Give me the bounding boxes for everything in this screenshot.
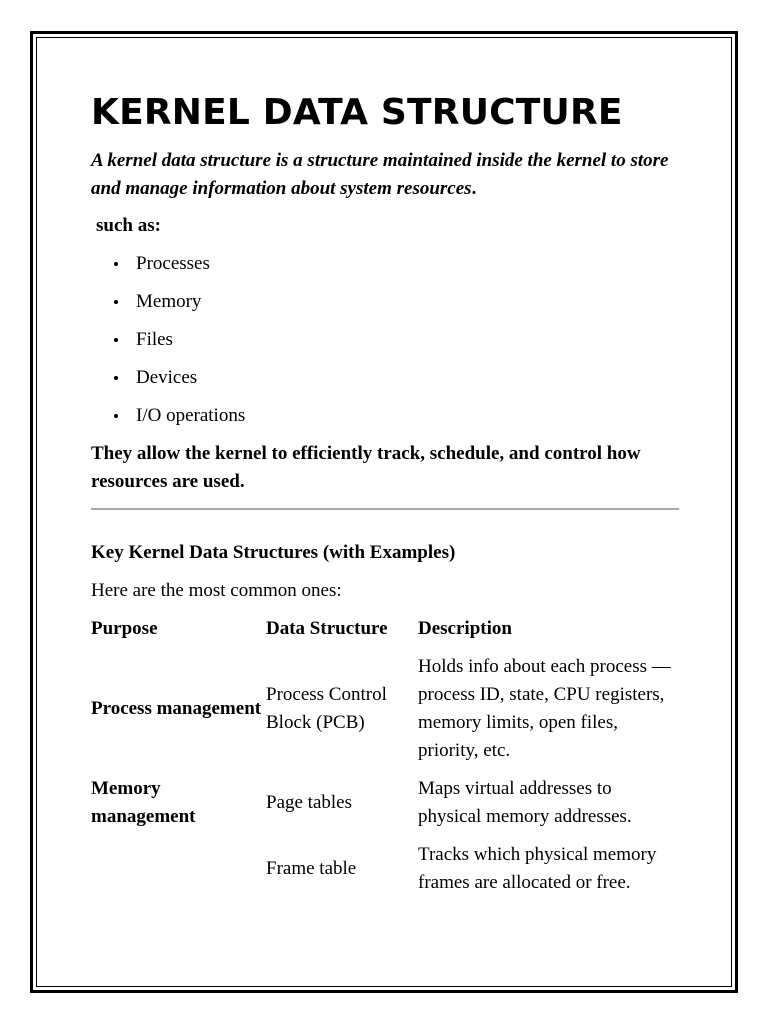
cell-data-structure: Page tables bbox=[266, 792, 353, 813]
resource-list bbox=[91, 250, 681, 430]
cell-purpose: Memory management bbox=[91, 778, 196, 827]
cell-data-structure: Process Control Block (PCB) bbox=[266, 684, 387, 733]
table-header-row bbox=[91, 615, 679, 643]
header-purpose: Purpose bbox=[91, 618, 158, 639]
header-data-structure: Data Structure bbox=[266, 618, 388, 639]
intro-paragraph bbox=[91, 147, 681, 203]
intro-definition: A kernel data structure is a structure maintained inside the kernel to store and manage information about system resources bbox=[91, 150, 669, 199]
page-title: KERNEL DATA STRUCTURE bbox=[91, 92, 623, 133]
list-item bbox=[91, 288, 681, 316]
list-item-label: Processes bbox=[136, 253, 210, 274]
such-as-label: such as: bbox=[96, 215, 161, 236]
bullet-icon bbox=[114, 376, 118, 380]
cell-description: Tracks which physical memory frames are allocated or free. bbox=[418, 844, 657, 893]
list-item-label: Devices bbox=[136, 367, 198, 388]
document-content bbox=[91, 88, 681, 907]
list-item bbox=[91, 402, 681, 430]
section-heading: Key Kernel Data Structures (with Examples) bbox=[91, 542, 456, 563]
cell-description: Holds info about each process — process ID, state, CPU registers, memory limits, open files, priority, etc. bbox=[418, 656, 671, 761]
bullet-icon bbox=[114, 338, 118, 342]
list-item-label: Files bbox=[136, 329, 173, 350]
cell-description: Maps virtual addresses to physical memory addresses. bbox=[418, 778, 632, 827]
horizontal-divider bbox=[91, 508, 679, 510]
intro-period: . bbox=[471, 178, 477, 199]
list-item-label: Memory bbox=[136, 291, 202, 312]
bullet-icon bbox=[114, 300, 118, 304]
table-row bbox=[91, 653, 679, 765]
cell-purpose: Process management bbox=[91, 698, 262, 719]
bullet-icon bbox=[114, 262, 118, 266]
list-item-label: I/O operations bbox=[136, 405, 246, 426]
list-item bbox=[91, 364, 681, 392]
header-description: Description bbox=[418, 618, 512, 639]
bullet-icon bbox=[114, 414, 118, 418]
table-row bbox=[91, 841, 679, 897]
summary-paragraph: They allow the kernel to efficiently track, schedule, and control how resources are used. bbox=[91, 443, 641, 492]
list-item bbox=[91, 326, 681, 354]
section-intro: Here are the most common ones: bbox=[91, 580, 342, 601]
cell-data-structure: Frame table bbox=[266, 858, 357, 879]
kernel-structures-table bbox=[91, 615, 679, 897]
list-item bbox=[91, 250, 681, 278]
table-row bbox=[91, 775, 679, 831]
